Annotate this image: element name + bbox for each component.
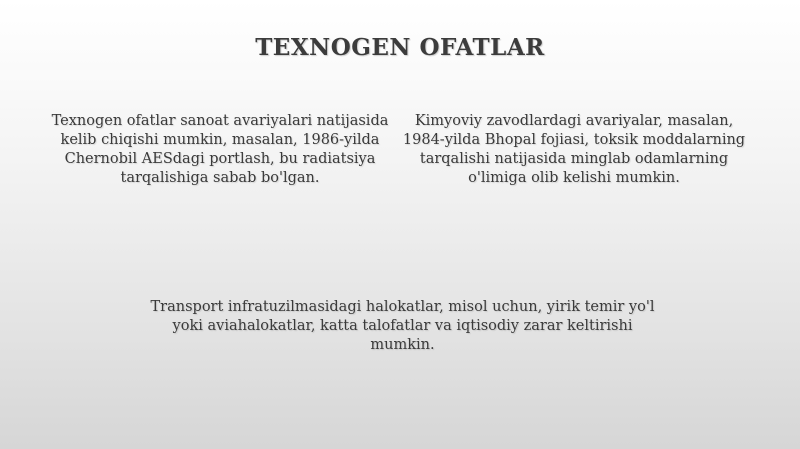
paragraph-right: Kimyoviy zavodlardagi avariyalar, masalan, 1984-yilda Bhopal fojiasi, toksik moddalarning tarqalishi natijasida minglab odamlarning o'limiga olib kelishi mumkin. bbox=[402, 113, 746, 186]
paragraph-left: Texnogen ofatlar sanoat avariyalari natijasida kelib chiqishi mumkin, masalan, 1986-yilda Chernobil AESdagi portlash, bu radiatsiya tarqalishiga sabab bo'lgan. bbox=[51, 113, 389, 186]
slide-title: TEXNOGEN OFATLAR bbox=[255, 34, 545, 61]
paragraph-bottom: Transport infratuzilmasidagi halokatlar, misol uchun, yirik temir yo'l yoki aviahalokatlar, katta talofatlar va iqtisodiy zarar keltirishi mumkin. bbox=[150, 299, 655, 353]
